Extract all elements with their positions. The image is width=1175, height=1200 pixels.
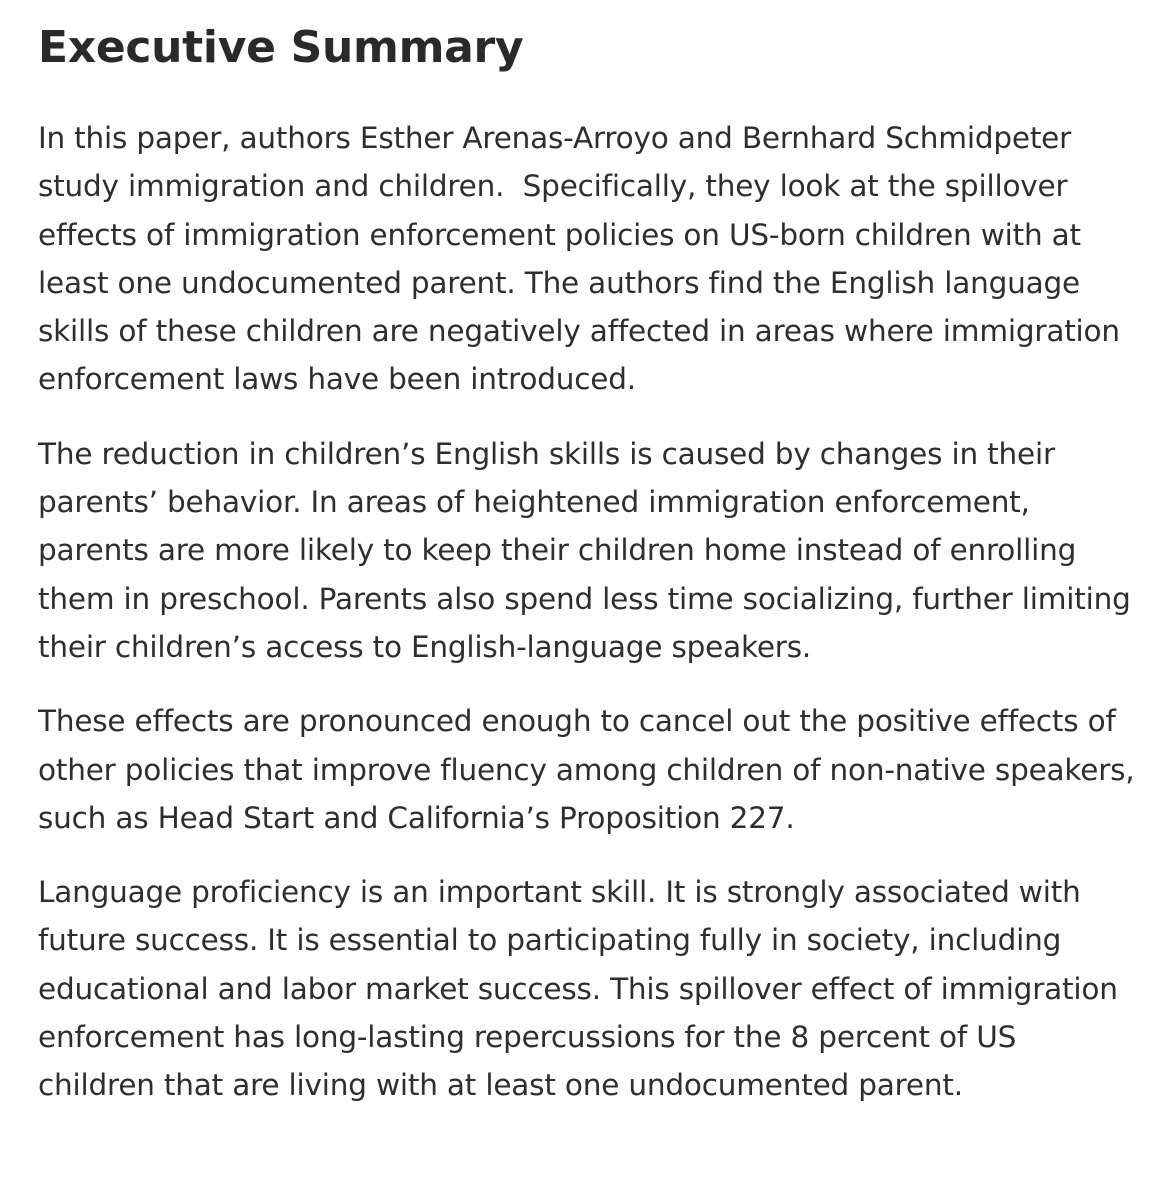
page-title: Executive Summary	[38, 22, 524, 73]
paragraph-language-proficiency: Language proficiency is an important skill. It is strongly associated with future success. It is essential to participating fully in society, including educational and labor market success. This spillover effect of immigration enforcement has long-lasting repercussions for the 8 percent of US children that are living with at least one undocumented parent.	[38, 875, 1127, 1103]
paragraph-intro: In this paper, authors Esther Arenas-Arroyo and Bernhard Schmidpeter study immigration and children. Specifically, they look at the spillover effects of immigration enforcement policies on US-born children with at least one undocumented parent. The authors find the English language skills of these children are negatively affected in areas where immigration enforcement laws have been introduced.	[38, 121, 1130, 397]
executive-summary-document	[38, 18, 1144, 1110]
paragraph-policy-effects: These effects are pronounced enough to cancel out the positive effects of other policies that improve fluency among children of non-native speakers, such as Head Start and California’s Proposition 227.	[38, 704, 1144, 835]
paragraph-parent-behavior: The reduction in children’s English skills is caused by changes in their parents’ behavior. In areas of heightened immigration enforcement, parents are more likely to keep their children home instead of enrolling them in preschool. Parents also spend less time socializing, further limiting their children’s access to English-language speakers.	[38, 436, 1140, 664]
